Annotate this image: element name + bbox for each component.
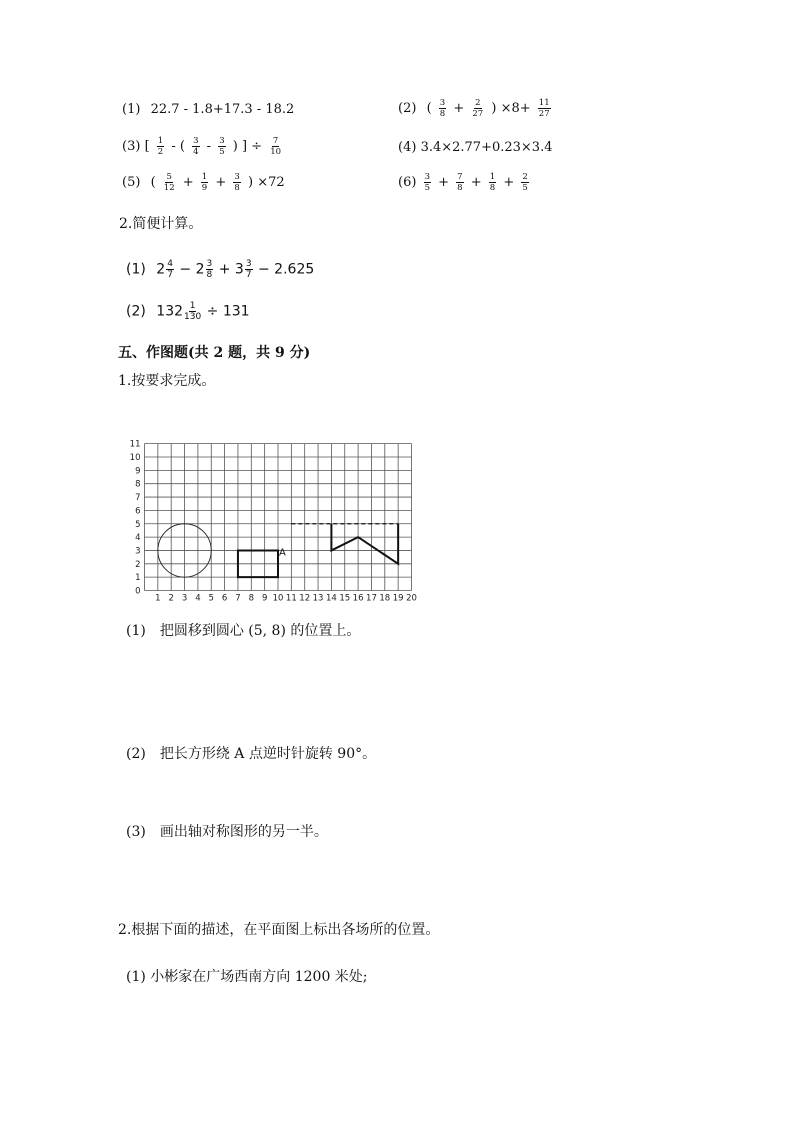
section-5-heading: 五、作图题(共 2 题，共 9 分) (118, 345, 311, 361)
problem-4 (398, 139, 552, 157)
operator: - ( (171, 139, 185, 154)
operator: + (218, 261, 231, 278)
x-tick-label: 7 (235, 593, 241, 604)
operator: + (503, 175, 515, 190)
fraction: $\frac{3}{5}$ (219, 136, 225, 157)
operator: − (179, 261, 192, 278)
y-tick-label: 1 (135, 573, 141, 584)
x-tick-label: 4 (195, 593, 201, 604)
operator: ) ] ÷ (232, 139, 263, 154)
x-tick-label: 15 (339, 593, 351, 604)
y-tick-label: 11 (129, 439, 141, 450)
fraction: $\frac{1}{9}$ (201, 172, 208, 193)
y-tick-label: 4 (135, 533, 141, 544)
whole-number: 2 (156, 261, 166, 278)
fraction: $\frac{1}{8}$ (489, 172, 496, 193)
fraction: $\frac{1}{130}$ (184, 301, 202, 322)
simplify-q2 (126, 301, 250, 322)
x-tick-label: 13 (312, 593, 324, 604)
fraction: $\frac{3}{8}$ (206, 259, 213, 280)
x-tick-label: 6 (221, 593, 228, 604)
fraction: $\frac{3}{7}$ (245, 259, 252, 280)
y-tick-label: 2 (135, 559, 141, 570)
x-tick-label: 9 (261, 593, 268, 604)
problem-3-label: (3) (122, 139, 141, 154)
x-tick-label: 19 (392, 593, 404, 604)
section-5-q1-title: 1.按要求完成。 (118, 373, 216, 389)
problem-5 (122, 172, 285, 193)
whole-number: 2 (195, 261, 205, 278)
paren-open: ( (150, 175, 156, 190)
fraction: $\frac{3}{8}$ (234, 172, 240, 193)
section-5-q2-title: 2.根据下面的描述，在平面图上标出各场所的位置。 (118, 922, 440, 938)
half-shape (331, 524, 398, 564)
x-tick-label: 18 (379, 593, 391, 604)
y-axis-labels (130, 440, 141, 597)
y-tick-label: 5 (135, 519, 141, 530)
fraction: $\frac{2}{27}$ (472, 98, 484, 119)
problem-6 (398, 172, 532, 193)
y-tick-label: 0 (135, 586, 141, 597)
fraction: $\frac{2}{5}$ (522, 172, 528, 193)
y-tick-label: 6 (135, 506, 141, 517)
problem-4-label: (4) (398, 140, 417, 155)
fraction: $\frac{7}{10}$ (270, 136, 282, 157)
x-tick-label: 16 (352, 593, 364, 604)
drawing-sub-1: (1) 把圆移到圆心 (5, 8) 的位置上。 (126, 623, 361, 639)
point-a-label: A (279, 547, 286, 559)
x-tick-label: 5 (208, 593, 214, 604)
operator: + (453, 101, 465, 116)
y-tick-label: 10 (129, 453, 141, 463)
fraction: $\frac{3}{4}$ (193, 136, 199, 157)
x-tick-label: 2 (168, 593, 174, 604)
problem-4-expr: 3.4×2.77+0.23×3.4 (420, 140, 553, 155)
operator: + (438, 175, 450, 190)
problem-2-label: (2) (398, 101, 417, 116)
x-tick-label: 20 (406, 593, 417, 604)
operator: + (470, 175, 482, 190)
drawing-sub-3: (3) 画出轴对称图形的另一半。 (126, 824, 328, 840)
y-tick-label: 9 (135, 466, 141, 477)
problem-2 (398, 98, 554, 119)
problem-6-label: (6) (398, 175, 417, 190)
bracket-open: [ (144, 139, 150, 154)
x-tick-label: 8 (248, 593, 255, 604)
whole-number: 132 (156, 303, 184, 320)
problem-1-expr: 22.7 - 1.8+17.3 - 18.2 (150, 102, 295, 117)
problem-3 (122, 136, 285, 157)
y-tick-label: 8 (135, 479, 141, 490)
q1-label: (1) (126, 261, 146, 278)
paren-close: ) (247, 175, 254, 190)
drawing-sub-2: (2) 把长方形绕 A 点逆时针旋转 90°。 (126, 746, 377, 762)
problem-1 (122, 101, 294, 119)
x-tick-label: 1 (155, 593, 161, 604)
x-axis-labels (155, 594, 417, 604)
fraction: $\frac{3}{5}$ (424, 172, 430, 193)
fraction: $\frac{4}{7}$ (167, 259, 173, 280)
y-tick-label: 7 (135, 493, 141, 504)
x-tick-label: 14 (325, 593, 337, 604)
x-tick-label: 3 (181, 593, 188, 604)
y-tick-label: 3 (135, 546, 141, 557)
x-tick-label: 12 (299, 593, 311, 604)
fraction: $\frac{3}{8}$ (439, 98, 446, 119)
q2-label: (2) (126, 303, 146, 320)
whole-number: 3 (234, 261, 244, 278)
operator: + (215, 175, 227, 190)
operator: ÷ 131 (206, 303, 250, 320)
fraction: $\frac{5}{12}$ (163, 172, 175, 193)
simplify-q1 (126, 259, 314, 280)
operator: − 2.625 (258, 261, 315, 278)
paren-open: ( (426, 101, 432, 116)
fraction: $\frac{1}{2}$ (157, 136, 164, 157)
operator: - (206, 139, 212, 154)
paren-close: ) (491, 101, 497, 116)
x-tick-label: 11 (285, 593, 297, 604)
operator: + (182, 175, 194, 190)
fraction: $\frac{7}{8}$ (457, 172, 463, 193)
operator: ×8+ (500, 101, 531, 116)
problem-5-label: (5) (122, 175, 141, 190)
fraction: $\frac{11}{27}$ (538, 98, 550, 119)
section-2-title: 2.简便计算。 (119, 216, 203, 232)
section-5-q2-sub1: (1) 小彬家在广场西南方向 1200 米处; (126, 969, 368, 985)
coordinate-grid (124, 424, 424, 604)
problem-1-label: (1) (122, 102, 141, 117)
operator: ×72 (257, 175, 285, 190)
x-tick-label: 17 (366, 593, 377, 604)
x-tick-label: 10 (272, 593, 284, 604)
